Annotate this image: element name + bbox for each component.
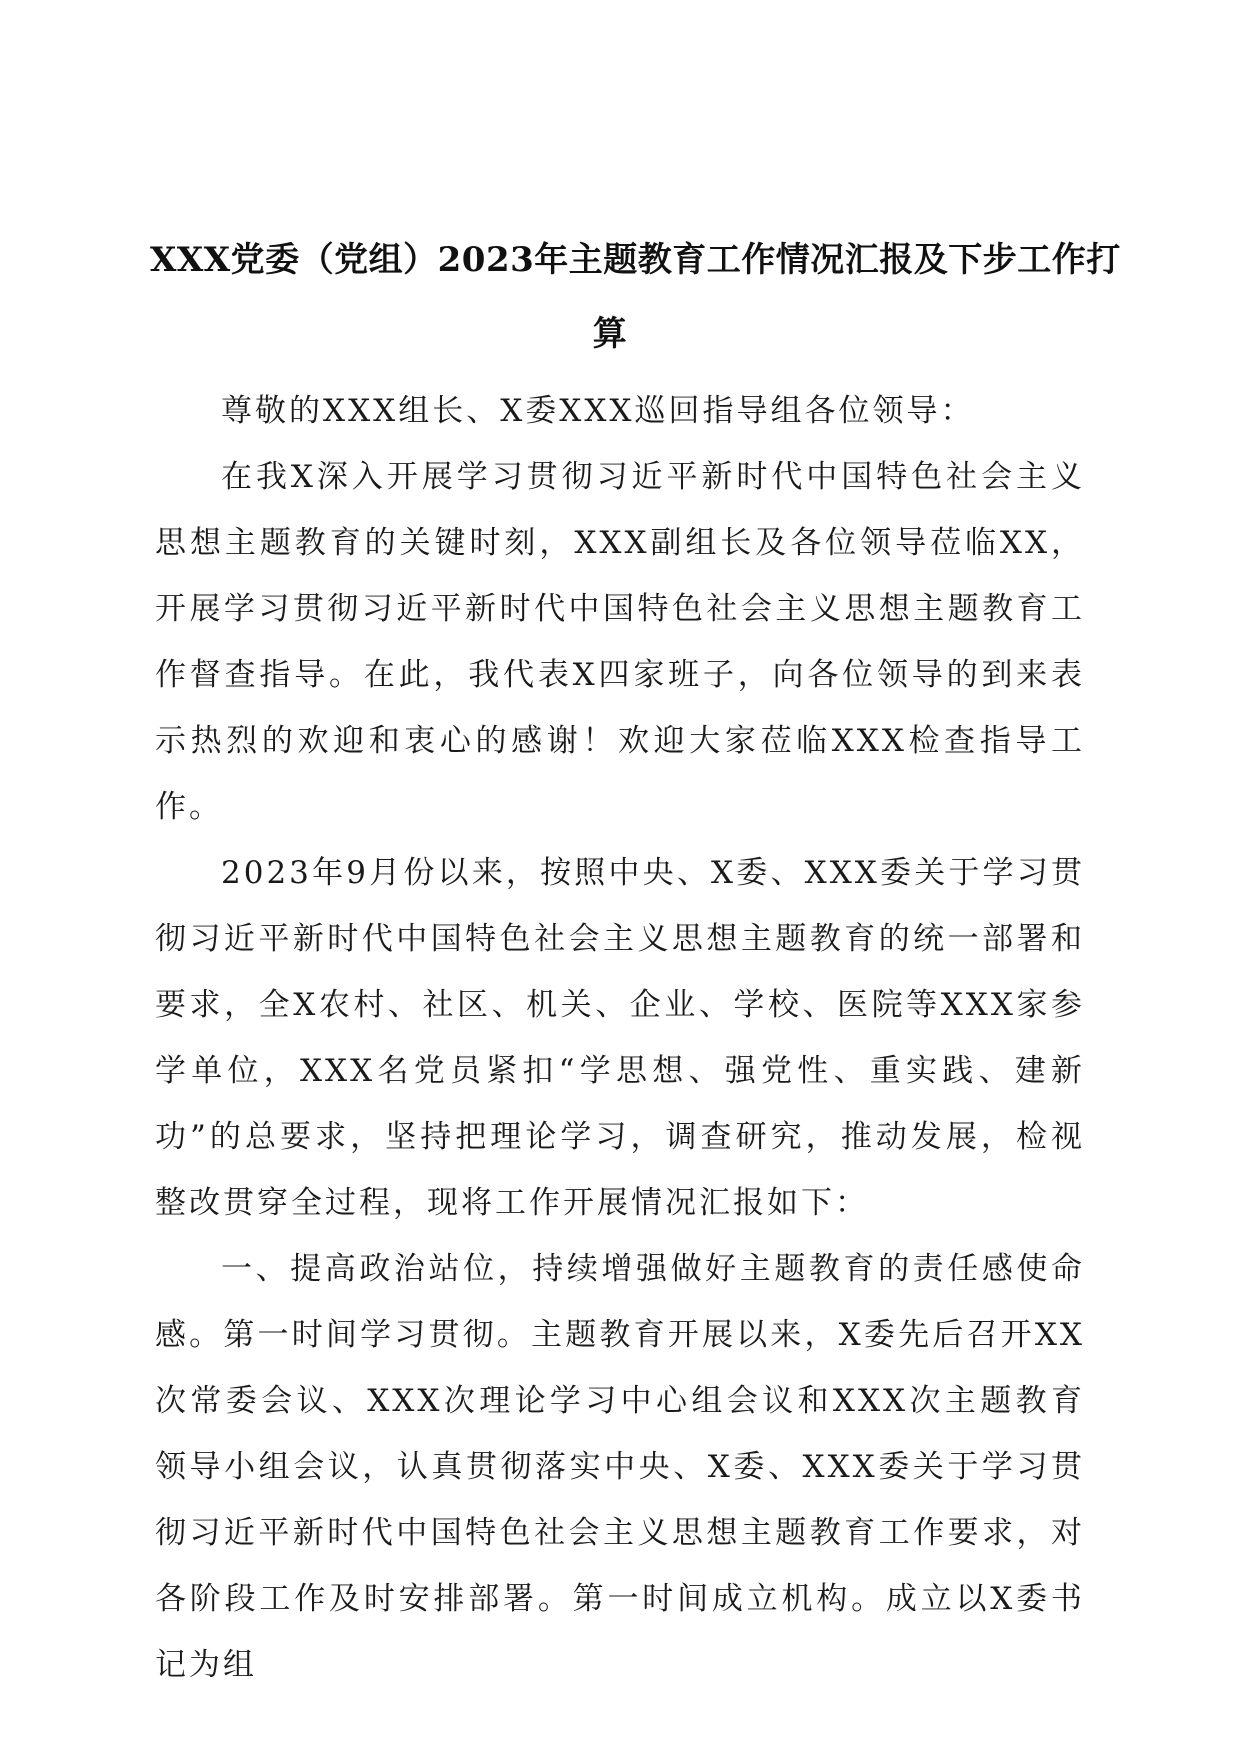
document-title <box>150 223 1121 371</box>
title-line-2: 算 <box>592 313 628 354</box>
document-body <box>155 378 1085 1698</box>
paragraph-welcome: 在我X深入开展学习贯彻习近平新时代中国特色社会主义思想主题教育的关键时刻，XXX副组长及各位领导莅临XX，开展学习贯彻习近平新时代中国特色社会主义思想主题教育工作督查指导。在此，我代表X四家班子，向各位领导的到来表示热烈的欢迎和衷心的感谢！欢迎大家莅临XXX检查指导工作。 <box>155 459 1085 825</box>
paragraph-section-one: 一、提高政治站位，持续增强做好主题教育的责任感使命感。第一时间学习贯彻。主题教育开展以来，X委先后召开XX次常委会议、XXX次理论学习中心组会议和XXX次主题教育领导小组会议，认真贯彻落实中央、X委、XXX委关于学习贯彻习近平新时代中国特色社会主义思想主题教育工作要求，对各阶段工作及时安排部署。第一时间成立机构。成立以X委书记为组 <box>155 1251 1085 1683</box>
salutation: 尊敬的XXX组长、X委XXX巡回指导组各位领导： <box>221 393 975 429</box>
paragraph-overview: 2023年9月份以来，按照中央、X委、XXX委关于学习贯彻习近平新时代中国特色社会主义思想主题教育的统一部署和要求，全X农村、社区、机关、企业、学校、医院等XXX家参学单位，XXX名党员紧扣“学思想、强党性、重实践、建新功”的总要求，坚持把理论学习，调查研究，推动发展，检视整改贯穿全过程，现将工作开展情况汇报如下： <box>155 855 1085 1221</box>
title-line-1: XXX党委（党组）2023年主题教育工作情况汇报及下步工作打 <box>150 239 1121 280</box>
